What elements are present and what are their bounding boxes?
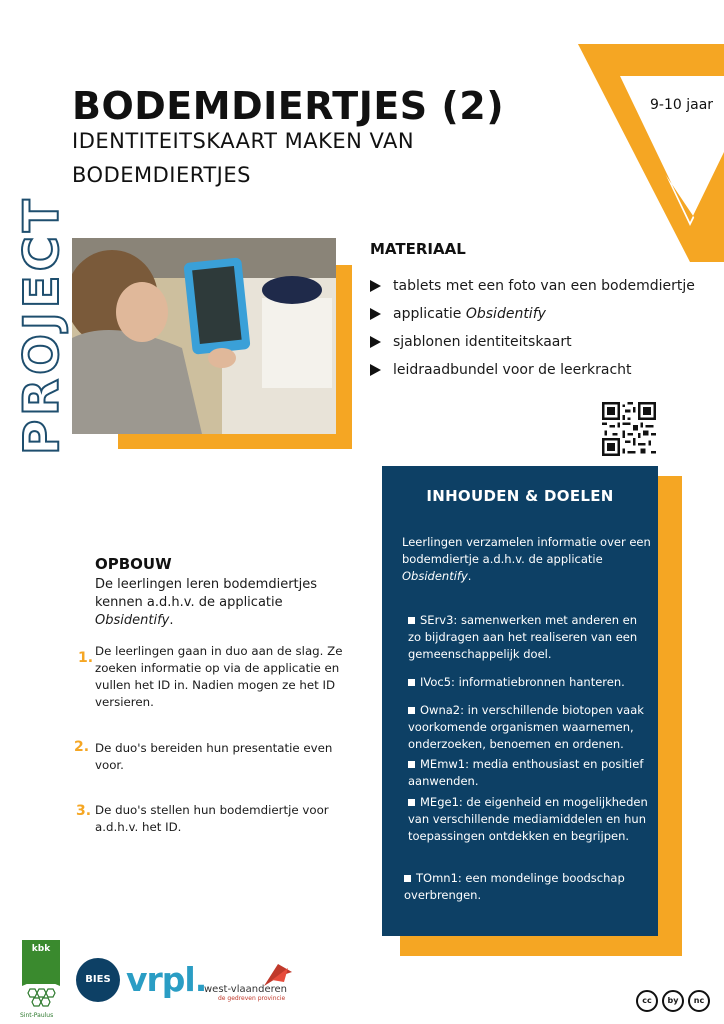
orange-triangle-decoration bbox=[572, 40, 724, 262]
page-title: BODEMDIERTJES (2) bbox=[72, 84, 505, 128]
step-number: 2. bbox=[74, 739, 90, 755]
goals-intro: Leerlingen verzamelen informatie over een bodemdiertje a.d.h.v. de applicatie Obsidentify. bbox=[402, 535, 651, 583]
bullet-triangle-icon bbox=[370, 336, 381, 348]
materiaal-heading: MATERIAAL bbox=[370, 240, 466, 258]
goal-item: Owna2: in verschillende biotopen vaak voorkomende organismen waarnemen, onderzoeken, benoemen en ordenen. bbox=[408, 703, 644, 751]
opbouw-heading: OPBOUW bbox=[95, 555, 172, 573]
bullet-triangle-icon bbox=[370, 280, 381, 292]
west-vlaanderen-tagline: de gedreven provincie bbox=[218, 995, 286, 1002]
sint-paulus-label: Sint-Paulus bbox=[20, 1012, 54, 1019]
bullet-square-icon bbox=[408, 707, 415, 714]
goal-item: IVoc5: informatiebronnen hanteren. bbox=[408, 674, 652, 691]
goal-item: TOmn1: een mondelinge boodschap overbrengen. bbox=[404, 871, 625, 902]
bullet-square-icon bbox=[408, 799, 415, 806]
step-text: De duo's bereiden hun presentatie even voor. bbox=[95, 741, 333, 772]
kbk-logo-point bbox=[22, 978, 60, 986]
opbouw-intro: De leerlingen leren bodemdiertjes kennen a.d.h.v. de applicatie Obsidentify. bbox=[95, 577, 318, 628]
nc-icon: nc bbox=[688, 990, 710, 1012]
step-text: De duo's stellen hun bodemdiertje voor a.d.h.v. het ID. bbox=[95, 803, 329, 834]
west-vlaanderen-logo-text: west-vlaanderen bbox=[204, 984, 287, 995]
goal-item: MEge1: de eigenheid en mogelijkheden van verschillende mediamiddelen en hun toepassingen ontdekken en begrijpen. bbox=[408, 795, 648, 843]
bullet-square-icon bbox=[408, 761, 415, 768]
bullet-square-icon bbox=[408, 679, 415, 686]
materiaal-item: sjablonen identiteitskaart bbox=[370, 332, 695, 360]
materiaal-item: tablets met een foto van een bodemdiertje bbox=[370, 276, 695, 304]
classroom-photo bbox=[72, 238, 336, 434]
kbk-logo-text: kbk bbox=[31, 944, 51, 954]
vrpl-logo: vrpl. bbox=[126, 960, 207, 999]
goal-item: SErv3: samenwerken met anderen en zo bijdragen aan het realiseren van een gemeenschappelijk doel. bbox=[408, 613, 638, 661]
creative-commons-license bbox=[636, 990, 710, 1012]
bullet-square-icon bbox=[408, 617, 415, 624]
qr-code[interactable] bbox=[602, 402, 656, 456]
goal-item: MEmw1: media enthousiast en positief aanwenden. bbox=[408, 757, 644, 788]
materiaal-item: applicatie Obsidentify bbox=[370, 304, 695, 332]
bullet-triangle-icon bbox=[370, 364, 381, 376]
bullet-square-icon bbox=[404, 875, 411, 882]
project-vertical-label: PROJECT bbox=[14, 195, 70, 455]
cc-icon: cc bbox=[636, 990, 658, 1012]
hexagon-logo-icon bbox=[24, 988, 58, 1010]
materiaal-item: leidraadbundel voor de leerkracht bbox=[370, 360, 695, 388]
step-number: 3. bbox=[76, 803, 92, 819]
age-label: 9-10 jaar bbox=[650, 97, 714, 113]
goals-panel bbox=[382, 466, 658, 936]
bies-logo: BIES bbox=[76, 958, 120, 1002]
bullet-triangle-icon bbox=[370, 308, 381, 320]
step-number: 1. bbox=[78, 650, 94, 666]
step-text: De leerlingen gaan in duo aan de slag. Ze zoeken informatie op via de applicatie en vullen het ID in. Nadien mogen ze het ID versieren. bbox=[95, 644, 343, 709]
materiaal-list bbox=[370, 276, 695, 388]
by-icon: by bbox=[662, 990, 684, 1012]
page-subtitle: IDENTITEITSKAART MAKEN VAN BODEMDIERTJES bbox=[72, 129, 415, 187]
goals-heading: INHOUDEN & DOELEN bbox=[426, 487, 614, 505]
